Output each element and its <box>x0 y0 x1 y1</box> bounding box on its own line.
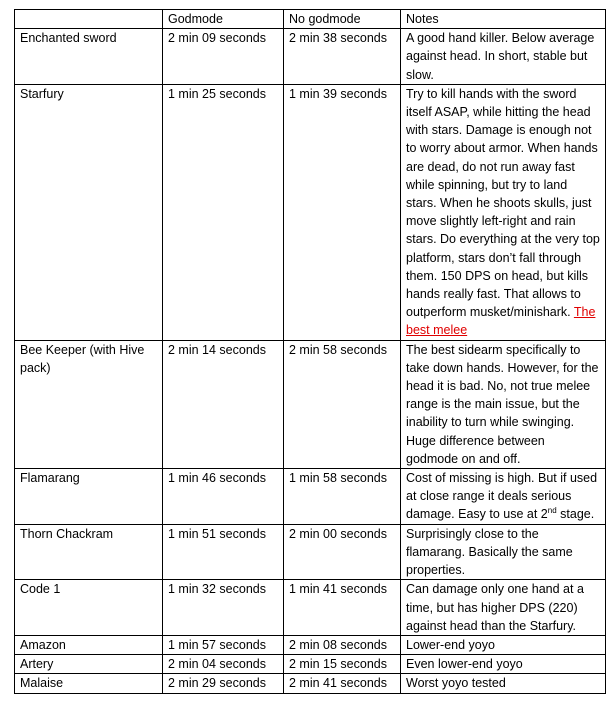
notes-cell: Lower-end yoyo <box>401 635 606 654</box>
weapon-name: Malaise <box>15 674 163 693</box>
no-godmode-time: 1 min 41 seconds <box>284 580 401 636</box>
notes-tail: stage. <box>556 507 595 522</box>
weapon-name: Thorn Chackram <box>15 524 163 580</box>
godmode-time: 2 min 09 seconds <box>163 29 284 85</box>
table-row <box>15 29 606 85</box>
notes-superscript: nd <box>547 506 557 516</box>
no-godmode-time: 2 min 08 seconds <box>284 635 401 654</box>
weapon-name: Artery <box>15 655 163 674</box>
notes-cell: Can damage only one hand at a time, but has higher DPS (220) against head than the Starfury. <box>401 580 606 636</box>
godmode-time: 1 min 57 seconds <box>163 635 284 654</box>
weapon-name: Bee Keeper (with Hive pack) <box>15 340 163 468</box>
notes-cell: Surprisingly close to the flamarang. Basically the same properties. <box>401 524 606 580</box>
document-page <box>14 9 606 694</box>
notes-cell <box>401 469 606 525</box>
header-godmode: Godmode <box>163 10 284 29</box>
notes-cell: The best sidearm specifically to take down hands. However, for the head it is bad. No, not true melee range is the main issue, but the inability to turn while swinging. Huge difference between godmode on and off. <box>401 340 606 468</box>
weapon-comparison-table <box>14 9 606 694</box>
table-row <box>15 340 606 468</box>
weapon-name: Code 1 <box>15 580 163 636</box>
weapon-name: Amazon <box>15 635 163 654</box>
no-godmode-time: 2 min 00 seconds <box>284 524 401 580</box>
godmode-time: 2 min 04 seconds <box>163 655 284 674</box>
godmode-time: 1 min 51 seconds <box>163 524 284 580</box>
godmode-time: 1 min 46 seconds <box>163 469 284 525</box>
header-weapon <box>15 10 163 29</box>
no-godmode-time: 1 min 58 seconds <box>284 469 401 525</box>
godmode-time: 1 min 25 seconds <box>163 84 284 340</box>
notes-text: Try to kill hands with the sword itself ASAP, while hitting the head with stars. Damage is enough not to worry about armor. When hands are dead, do not run away fast while spinning, but try to land stars. When he shoots skulls, just move slightly left-right and rain stars. Do everything at the very top platform, stars don’t fall through them. 150 DPS on head, but kills hands really fast. That allows to outperform musket/minishark. <box>406 86 600 320</box>
no-godmode-time: 2 min 38 seconds <box>284 29 401 85</box>
notes-cell: A good hand killer. Below average against head. In short, stable but slow. <box>401 29 606 85</box>
godmode-time: 1 min 32 seconds <box>163 580 284 636</box>
weapon-name: Enchanted sword <box>15 29 163 85</box>
header-notes: Notes <box>401 10 606 29</box>
godmode-time: 2 min 29 seconds <box>163 674 284 693</box>
no-godmode-time: 2 min 41 seconds <box>284 674 401 693</box>
table-row <box>15 524 606 580</box>
table-row <box>15 580 606 636</box>
table-header-row <box>15 10 606 29</box>
no-godmode-time: 2 min 15 seconds <box>284 655 401 674</box>
table-row <box>15 655 606 674</box>
weapon-name: Flamarang <box>15 469 163 525</box>
notes-cell: Even lower-end yoyo <box>401 655 606 674</box>
notes-text: Cost of missing is high. But if used at close range it deals serious damage. Easy to use at 2 <box>406 471 598 522</box>
table-row <box>15 469 606 525</box>
weapon-name: Starfury <box>15 84 163 340</box>
notes-cell <box>401 84 606 340</box>
no-godmode-time: 2 min 58 seconds <box>284 340 401 468</box>
table-row <box>15 84 606 340</box>
table-row <box>15 635 606 654</box>
table-row <box>15 674 606 693</box>
notes-highlight: The best melee <box>406 305 596 338</box>
notes-cell: Worst yoyo tested <box>401 674 606 693</box>
godmode-time: 2 min 14 seconds <box>163 340 284 468</box>
header-no-godmode: No godmode <box>284 10 401 29</box>
no-godmode-time: 1 min 39 seconds <box>284 84 401 340</box>
